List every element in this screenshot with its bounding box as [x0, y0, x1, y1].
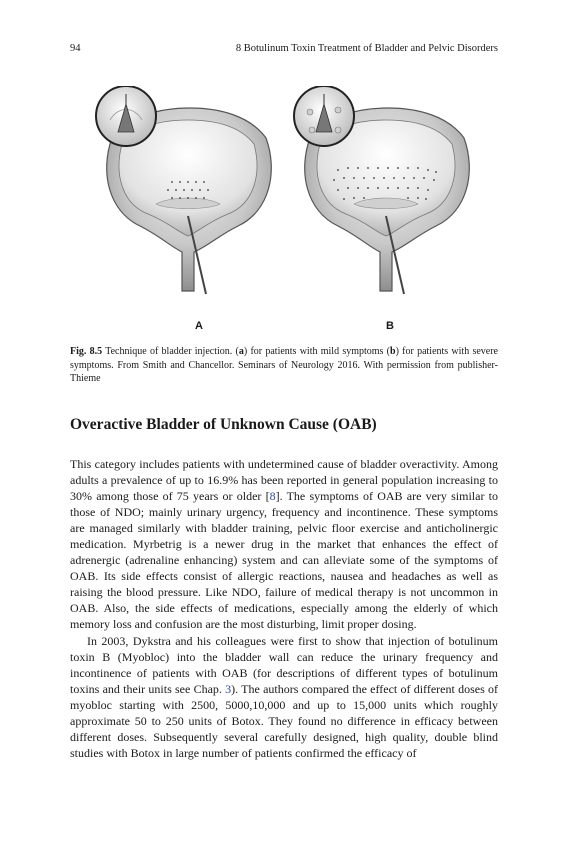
figure-bladder-injection: [90, 86, 480, 336]
running-header: [70, 43, 498, 57]
panel-a-label: A: [195, 320, 203, 332]
paragraph-1: This category includes patients with undetermined cause of bladder overactivity. Among adults a prevalence of up to 16.9% has been reported in general population increasing to 30% among those of 75 years or older [8]. The symptoms of OAB are very similar to those of NDO; mainly urinary urgency, frequency and incontinence. These symptoms are managed similarly with bladder training, pelvic floor exercise and anticholinergic medication. Myrbetrig is a newer drug in the market that enhances the effect of adrenergic (adrenaline enhancing) system and can alleviate some of the symptoms of OAB. Its side effects consist of allergic reactions, nausea and headaches as well as raising the blood pressure. Like NDO, failure of medical therapy is not uncommon in OAB. Also, the side effects of medications, especially among the elderly of which memory loss and confusion are the most disturbing, limit proper dosing.: [70, 457, 498, 632]
bladder-illustrations: [90, 86, 480, 321]
bladder-a-illustration: [96, 86, 271, 294]
running-title: 8 Botulinum Toxin Treatment of Bladder and Pelvic Disorders: [235, 43, 498, 54]
citation-link[interactable]: 8: [269, 489, 276, 504]
panel-b-label: B: [386, 320, 394, 332]
bladder-b-illustration: [294, 86, 469, 294]
chapter-link[interactable]: 3: [225, 681, 232, 696]
figure-caption: Fig. 8.5 Technique of bladder injection. (a) for patients with mild symptoms (b) for patients with severe symptoms. From Smith and Chancellor. Seminars of Neurology 2016. With permission from publisher-Thieme: [70, 346, 498, 384]
paragraph-2: In 2003, Dykstra and his colleagues were first to show that injection of botulinum toxin B (Myobloc) into the bladder wall can reduce the urinary frequency and incontinence of patients with OAB (for descriptions of different types of botulinum toxins and their units see Chap. 3). The authors compared the effect of different doses of myobloc starting with 2500, 5000,10,000 and up to 15,000 units which roughly approximate 50 to 250 units of Botox. They found no difference in efficacy between different doses. Subsequently several carefully designed, high quality, double blind studies with Botox in large number of patients confirmed the efficacy of: [70, 633, 498, 760]
figure-label: Fig. 8.5: [70, 346, 103, 357]
page-number: 94: [70, 43, 81, 54]
section-title: Overactive Bladder of Unknown Cause (OAB): [70, 416, 377, 433]
body-text: [70, 456, 498, 761]
